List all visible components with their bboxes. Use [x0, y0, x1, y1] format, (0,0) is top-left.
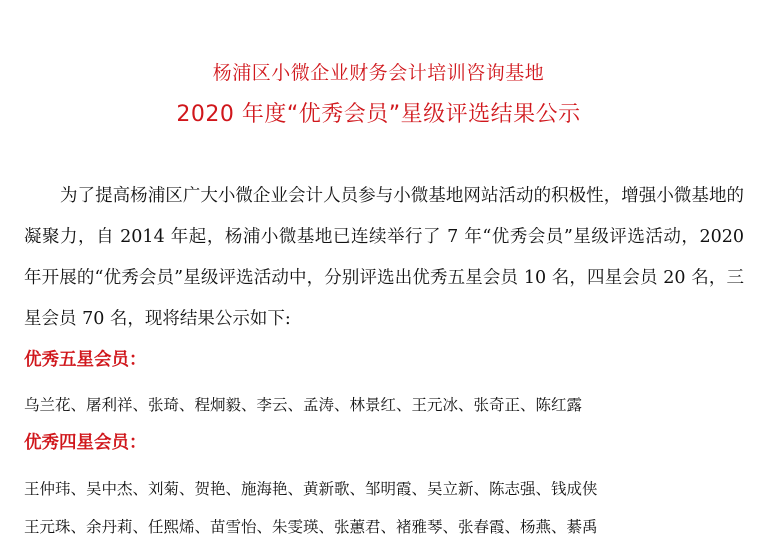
four-star-names-line-1: 王仲玮、吴中杰、刘菊、贺艳、施海艳、黄新歌、邹明霞、吴立新、陈志强、钱成侠 — [24, 480, 598, 498]
announcement-title: 2020 年度“优秀会员”星级评选结果公示 — [176, 102, 581, 127]
four-star-heading: 优秀四星会员： — [24, 433, 147, 453]
four-star-names-line-2: 王元珠、余丹莉、任熙烯、苗雪怡、朱雯瑛、张蕙君、褚雅琴、张春霞、杨燕、綦禹 — [24, 518, 598, 536]
five-star-heading: 优秀五星会员： — [24, 350, 147, 370]
five-star-names: 乌兰花、屠利祥、张琦、程炯毅、李云、孟涛、林景红、王元冰、张奇正、陈红露 — [24, 396, 583, 414]
org-title: 杨浦区小微企业财务会计培训咨询基地 — [212, 62, 545, 84]
intro-paragraph: 为了提高杨浦区广大小微企业会计人员参与小微基地网站活动的积极性，增强小微基地的凝聚力，自 2014 年起，杨浦小微基地已连续举行了 7 年“优秀会员”星级评选活动，2020 年开展的“优秀会员”星级评选活动中，分别评选出优秀五星会员 10 名，四星会员 20 名，三星会员 70 名，现将结果公示如下: — [24, 186, 744, 329]
